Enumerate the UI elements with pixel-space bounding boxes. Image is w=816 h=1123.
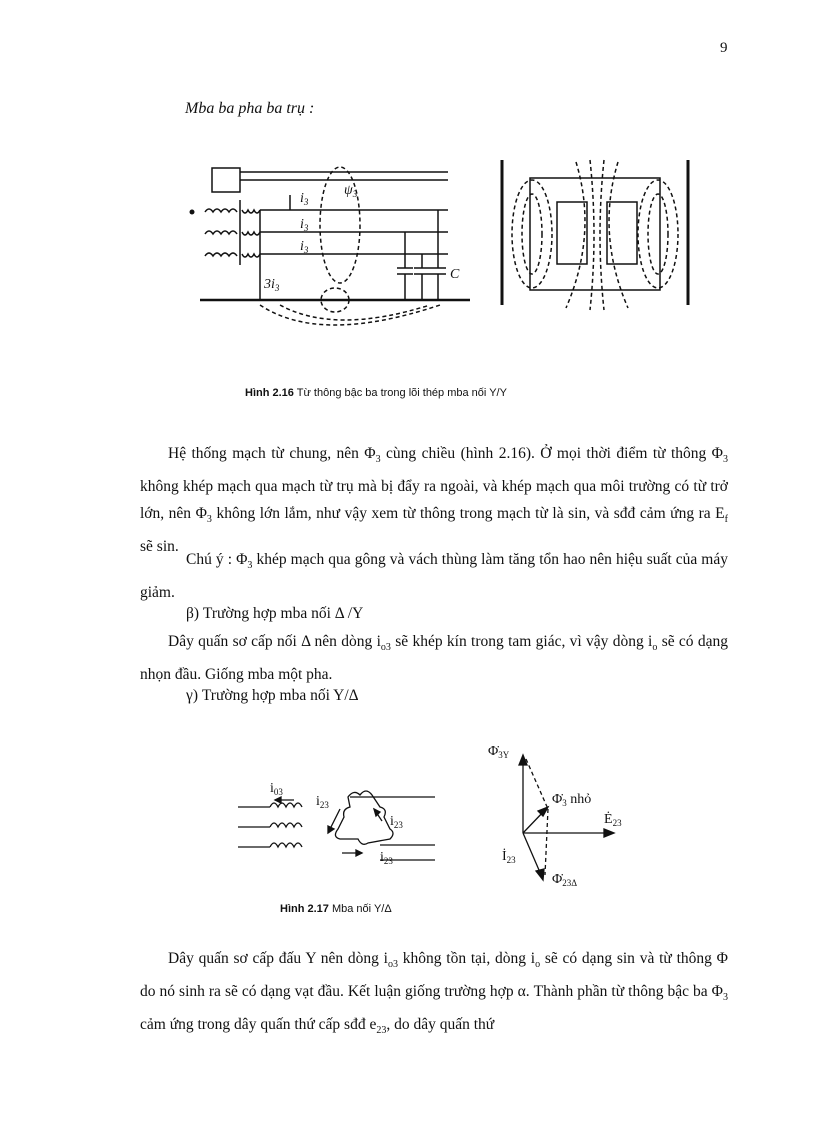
figure-2-17-caption: Hình 2.17 Mba nối Y/Δ — [280, 903, 392, 915]
label-i23-right: $i_{23}$ — [390, 814, 403, 830]
label-psi3: $\psi_3$ — [344, 183, 358, 199]
figure-2-16-drawing — [180, 150, 720, 350]
paragraph-4: Dây quấn sơ cấp nối Δ nên dòng $i_{o3}$ sẽ khép kín trong tam giác, vì vậy dòng $i_o$ sẽ có dạng nhọn đầu. Giống mba một pha. — [140, 633, 729, 684]
label-i3-low: $i_3$ — [300, 239, 309, 255]
label-capacitor: C — [450, 267, 460, 282]
label-phi3-nho: $\Phi̇_3$ nhỏ — [552, 792, 592, 808]
paragraph-3: β) Trường hợp mba nối Δ /Y — [186, 605, 364, 622]
label-phi3y: $\Phi̇_{3Y}$ — [488, 744, 510, 760]
label-idot23: $İ_{23}$ — [502, 849, 516, 865]
label-i23-left: $i_{23}$ — [316, 794, 329, 810]
label-3i3: $3i_3$ — [264, 277, 280, 293]
figure-2-17-drawing — [230, 735, 650, 895]
paragraph-last: Dây quấn sơ cấp đấu Y nên dòng $i_{o3}$ không tồn tại, dòng $i_o$ sẽ có dạng sin và từ thông Φ do nó sinh ra sẽ có dạng vạt đầu. Kết luận giống trường hợp α. Thành phần từ thông bậc ba $\Phi_3$ cảm ứng trong dây quấn thứ cấp sđđ $e_{23}$, do dây quấn thứ — [140, 950, 728, 1037]
label-i3-top: $i_3$ — [300, 191, 309, 207]
label-i23-bottom: $i_{23}$ — [380, 850, 393, 866]
label-i03: $i_{03}$ — [270, 781, 283, 797]
label-phi23-delta: $\Phi̇_{23\Delta}$ — [552, 872, 578, 888]
label-e23: $Ė_{23}$ — [604, 812, 622, 828]
figure-2-16-caption: Hình 2.16 Từ thông bậc ba trong lõi thép mba nối Y/Y — [245, 387, 507, 399]
figure-2-17 — [230, 735, 650, 895]
paragraph-2: Chú ý : $\Phi_3$ khép mạch qua gông và vách thùng làm tăng tổn hao nên hiệu suất của máy giảm. — [140, 551, 728, 602]
page-number: 9 — [720, 40, 728, 56]
section-heading: Mba ba pha ba trụ : — [185, 100, 315, 117]
paragraph-5: γ) Trường hợp mba nối Y/Δ — [186, 687, 359, 704]
label-i3-mid: $i_3$ — [300, 217, 309, 233]
figure-2-16 — [180, 150, 720, 350]
paragraph-1: Hệ thống mạch từ chung, nên $\Phi_3$ cùng chiều (hình 2.16). Ở mọi thời điểm từ thông $\Phi_3$ không khép mạch qua mạch từ trụ mà bị đẩy ra ngoài, và khép mạch qua môi trường có từ trở lớn, nên $\Phi_3$ không lớn lắm, như vậy xem từ thông trong mạch từ là sin, và sđđ cảm ứng ra $E_f$ sẽ sin. — [140, 445, 728, 556]
